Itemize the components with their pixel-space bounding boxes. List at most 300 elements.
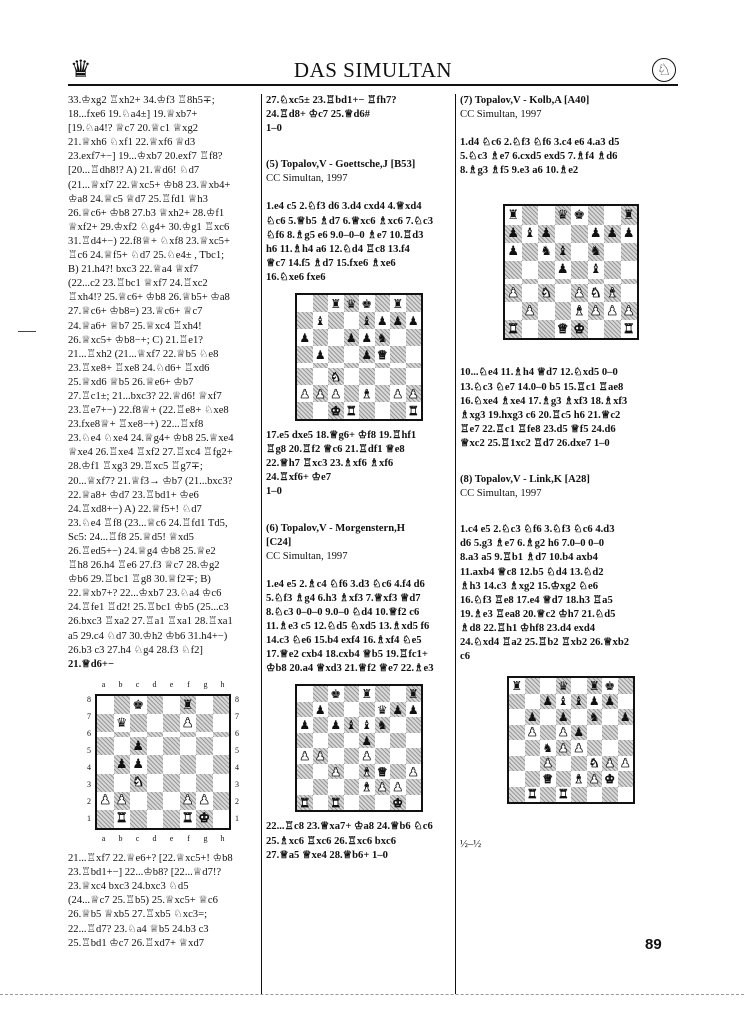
board-square xyxy=(509,771,525,787)
board-square xyxy=(375,702,391,718)
game-moves xyxy=(460,136,682,178)
board-square xyxy=(406,764,422,780)
board-square xyxy=(602,678,618,694)
white-pawn-icon: ♟ xyxy=(606,303,619,319)
rank-label: 6 xyxy=(235,729,239,739)
annotation-line: 26.♕b5 ♕xb5 27.♖xb5 ♘xc3=; xyxy=(68,909,208,921)
board-square xyxy=(588,284,605,302)
board-square xyxy=(604,243,621,261)
white-pawn-icon: ♟ xyxy=(99,793,112,809)
black-rook-icon: ♜ xyxy=(330,296,342,311)
board-square xyxy=(406,733,422,749)
black-bishop-icon: ♝ xyxy=(573,694,585,709)
board-square xyxy=(114,810,131,828)
board-square xyxy=(588,206,605,224)
move-line: 8.♗g3 ♗f5 9.e3 a6 10.♗e2 xyxy=(460,165,579,177)
board-square xyxy=(406,295,422,312)
white-pawn-icon: ♟ xyxy=(526,725,538,740)
black-pawn-icon: ♟ xyxy=(622,226,635,242)
black-queen-icon: ♛ xyxy=(557,678,569,693)
board-square xyxy=(180,696,197,714)
page-title: DAS SIMULTAN xyxy=(293,58,453,82)
black-bishop-icon: ♝ xyxy=(523,226,536,242)
board-square xyxy=(505,206,522,224)
rank-label: 8 xyxy=(235,695,239,705)
game-title-line: (6) Topalov,V - Morgenstern,H xyxy=(266,522,405,534)
white-queen-icon: ♛ xyxy=(376,347,388,362)
board-square xyxy=(540,740,556,756)
black-pawn-icon: ♟ xyxy=(526,709,538,724)
board-square xyxy=(505,243,522,261)
annotation-line: 21.♕xh6 ♘xf1 22.♕xf6 ♕d3 xyxy=(68,137,196,149)
file-label: c xyxy=(135,679,140,689)
board-square xyxy=(555,206,572,224)
board-square xyxy=(344,368,360,385)
black-pawn-icon: ♟ xyxy=(132,738,145,754)
board-square xyxy=(522,261,539,279)
board-square xyxy=(213,774,230,792)
move-line: 5.♘f3 ♗g4 6.h3 ♗xf3 7.♕xf3 ♕d7 xyxy=(266,592,421,604)
annotation-line: 27.♖c1±; 21...bxc3? 22.♕d6! ♕xf7 xyxy=(68,390,222,402)
board-square xyxy=(571,284,588,302)
board-square xyxy=(406,329,422,346)
black-rook-icon: ♜ xyxy=(361,687,373,702)
board-square xyxy=(297,795,313,811)
board-square xyxy=(588,320,605,338)
board-square xyxy=(359,402,375,419)
board-square xyxy=(618,771,634,787)
file-label: c xyxy=(135,833,140,843)
white-pawn-icon: ♟ xyxy=(314,386,326,401)
black-queen-icon: ♛ xyxy=(345,296,357,311)
white-king-icon: ♚ xyxy=(330,403,342,418)
game-moves xyxy=(460,523,682,664)
column-divider xyxy=(261,94,262,994)
rank-labels xyxy=(235,692,239,828)
board-square xyxy=(328,368,344,385)
board-square xyxy=(163,737,180,755)
white-bishop-icon: ♝ xyxy=(573,771,585,786)
board-square xyxy=(344,779,360,795)
board-square xyxy=(406,717,422,733)
board-square xyxy=(505,320,522,338)
page-number: 89 xyxy=(645,936,662,953)
move-line: 21.♕d6+− xyxy=(68,658,115,670)
game-event: CC Simultan, 1997 xyxy=(266,173,348,185)
white-queen-icon: ♛ xyxy=(542,771,554,786)
board-square xyxy=(540,756,556,772)
white-pawn-icon: ♟ xyxy=(361,749,373,764)
board-square xyxy=(147,755,164,773)
move-line: 27.♘xc5± 23.♖bd1+− ♖fh7? xyxy=(266,95,397,106)
board-square xyxy=(359,717,375,733)
annotation-line: (24...♕c7 25.♖b5) 25.♕xc5+ ♕c6 xyxy=(68,895,218,907)
white-pawn-icon: ♟ xyxy=(507,285,520,301)
black-pawn-icon: ♟ xyxy=(314,702,326,717)
page-header xyxy=(68,52,678,86)
black-rook-icon: ♜ xyxy=(588,678,600,693)
board-square xyxy=(556,709,572,725)
white-king-icon: ♚ xyxy=(392,795,404,810)
game-moves xyxy=(266,578,452,677)
board-square xyxy=(147,696,164,714)
black-pawn-icon: ♟ xyxy=(588,694,600,709)
board-square xyxy=(359,312,375,329)
move-line: 5.♘c3 ♗e7 6.cxd5 exd5 7.♗f4 ♗d6 xyxy=(460,151,618,163)
board-square xyxy=(375,402,391,419)
board-square xyxy=(406,779,422,795)
board-square xyxy=(196,755,213,773)
black-bishop-icon: ♝ xyxy=(314,313,326,328)
black-rook-icon: ♜ xyxy=(507,208,520,224)
board-square xyxy=(571,709,587,725)
board-square xyxy=(328,717,344,733)
black-pawn-icon: ♟ xyxy=(589,226,602,242)
annotation-line: ♔b6 29.♖bc1 ♖g8 30.♕f2∓; B) xyxy=(68,574,211,586)
board-square xyxy=(97,714,114,732)
board-square xyxy=(571,771,587,787)
board-square xyxy=(525,740,541,756)
board-square xyxy=(130,714,147,732)
board-square xyxy=(313,312,329,329)
black-king-icon: ♚ xyxy=(604,678,616,693)
board-square xyxy=(390,779,406,795)
black-pawn-icon: ♟ xyxy=(556,262,569,278)
white-pawn-icon: ♟ xyxy=(299,749,311,764)
white-pawn-icon: ♟ xyxy=(314,749,326,764)
white-rook-icon: ♜ xyxy=(115,811,128,827)
board-square xyxy=(509,709,525,725)
board-square xyxy=(525,787,541,803)
board-square xyxy=(344,795,360,811)
white-pawn-icon: ♟ xyxy=(299,386,311,401)
board-square xyxy=(538,206,555,224)
board-square xyxy=(602,756,618,772)
rank-label: 4 xyxy=(235,763,239,773)
black-knight-icon: ♞ xyxy=(540,244,553,260)
board-square xyxy=(602,771,618,787)
board-square xyxy=(313,402,329,419)
move-line: 16.♘xe4 ♗xe4 17.♗g3 ♗xf3 18.♗xf3 xyxy=(460,395,628,407)
board-square xyxy=(525,694,541,710)
board-square xyxy=(390,346,406,363)
board-square xyxy=(522,243,539,261)
board-square xyxy=(344,329,360,346)
board-square xyxy=(344,733,360,749)
board-square xyxy=(297,779,313,795)
annotation-line: 23.♖xe8+ ♖xe8 24.♘d6+ ♖xd6 xyxy=(68,362,210,374)
board-square xyxy=(390,312,406,329)
board-square xyxy=(375,385,391,402)
move-line: 22...♖c8 23.♕xa7+ ♔a8 24.♕b6 ♘c6 xyxy=(266,821,433,833)
file-label: b xyxy=(118,833,123,843)
black-rook-icon: ♜ xyxy=(622,208,635,224)
board-square xyxy=(509,787,525,803)
annotation-line: ♖h8 26.h4 ♖e6 27.f3 ♕c7 28.♔g2 xyxy=(68,560,220,572)
board-square xyxy=(618,725,634,741)
white-bishop-icon: ♝ xyxy=(361,780,373,795)
board-square xyxy=(375,764,391,780)
annotation-line: 25.♖bd1 ♔c7 26.♖xd7+ ♕xd7 xyxy=(68,937,205,949)
board-square xyxy=(587,787,603,803)
move-line: 13.♘c3 ♘e7 14.0–0 b5 15.♖c1 ♖ae8 xyxy=(460,381,624,393)
black-pawn-icon: ♟ xyxy=(299,718,311,733)
black-pawn-icon: ♟ xyxy=(573,725,585,740)
black-pawn-icon: ♟ xyxy=(392,313,404,328)
rank-label: 5 xyxy=(87,746,91,756)
black-rook-icon: ♜ xyxy=(181,697,194,713)
board-square xyxy=(525,725,541,741)
board-square xyxy=(297,312,313,329)
board-square xyxy=(196,810,213,828)
board-square xyxy=(359,686,375,702)
board-square xyxy=(313,329,329,346)
board-square xyxy=(587,678,603,694)
board-square xyxy=(130,774,147,792)
board-square xyxy=(344,717,360,733)
board-square xyxy=(328,702,344,718)
rank-label: 1 xyxy=(235,814,239,824)
board-square xyxy=(196,696,213,714)
board-square xyxy=(130,737,147,755)
board-square xyxy=(505,284,522,302)
board-square xyxy=(313,733,329,749)
annotation-line: 23.exf7+−] 19...♔xb7 20.exf7 ♖f8? xyxy=(68,151,223,163)
move-line: 1.d4 ♘c6 2.♘f3 ♘f6 3.c4 e6 4.a3 d5 xyxy=(460,137,620,149)
file-label: e xyxy=(169,833,174,843)
file-label: f xyxy=(187,679,190,689)
board-square xyxy=(297,329,313,346)
board-square xyxy=(114,714,131,732)
board-square xyxy=(163,774,180,792)
board-square xyxy=(213,737,230,755)
black-pawn-icon: ♟ xyxy=(115,757,128,772)
board-square xyxy=(328,402,344,419)
board-square xyxy=(540,694,556,710)
black-pawn-icon: ♟ xyxy=(392,702,404,717)
board-square xyxy=(147,737,164,755)
board-square xyxy=(313,295,329,312)
board-square xyxy=(97,755,114,773)
black-pawn-icon: ♟ xyxy=(542,694,554,709)
board-square xyxy=(328,312,344,329)
board-square xyxy=(328,329,344,346)
board-square xyxy=(618,787,634,803)
game-event: CC Simultan, 1997 xyxy=(266,550,348,562)
black-rook-icon: ♜ xyxy=(392,296,404,311)
white-pawn-icon: ♟ xyxy=(523,303,536,319)
file-label: a xyxy=(101,833,106,843)
board-square xyxy=(621,320,638,338)
board-square xyxy=(525,678,541,694)
board-square xyxy=(375,312,391,329)
board-square xyxy=(588,225,605,243)
rank-label: 1 xyxy=(87,814,91,824)
board-square xyxy=(587,740,603,756)
board-square xyxy=(97,810,114,828)
board-square xyxy=(406,748,422,764)
board-square xyxy=(375,368,391,385)
white-pawn-icon: ♟ xyxy=(198,793,211,809)
annotation-line: ♕xf2+ 29.♔xf2 ♘g4+ 30.♔g1 ♖xc6 xyxy=(68,221,230,233)
board-square xyxy=(525,771,541,787)
board-square xyxy=(390,717,406,733)
board-square xyxy=(571,206,588,224)
move-line: 22.♕h7 ♖xc3 23.♗xf6 ♗xf6 xyxy=(266,458,394,470)
board-square xyxy=(359,329,375,346)
board-square xyxy=(571,694,587,710)
board-square xyxy=(180,810,197,828)
white-rook-icon: ♜ xyxy=(622,321,635,337)
board-square xyxy=(180,737,197,755)
annotation-line: 24.♕a6+ ♕b7 25.♕xc4 ♖xh4! xyxy=(68,320,202,332)
move-line: 19.♗e3 ♖ea8 20.♕c2 ♔h7 21.♘d5 xyxy=(460,608,616,620)
game-event: CC Simultan, 1997 xyxy=(460,488,542,500)
board-square xyxy=(344,385,360,402)
black-pawn-icon: ♟ xyxy=(361,347,373,362)
game-event: CC Simultan, 1997 xyxy=(460,109,542,121)
board-square xyxy=(375,748,391,764)
board-square xyxy=(97,737,114,755)
board-square xyxy=(213,696,230,714)
annotation-line: 33.♔xg2 ♖xh2+ 34.♔f3 ♖8h5∓; xyxy=(68,95,215,106)
board-square xyxy=(587,771,603,787)
annotation-line: 31.♖d4+−) 22.f8♕+ ♘xf8 23.♕xc5+ xyxy=(68,235,230,247)
board-square xyxy=(375,346,391,363)
white-knight-icon: ♞ xyxy=(589,285,602,301)
board-square xyxy=(571,261,588,279)
game-title: (5) Topalov,V - Goettsche,J [B53] xyxy=(266,159,416,171)
file-label: b xyxy=(118,679,123,689)
board-square xyxy=(147,810,164,828)
rank-label: 3 xyxy=(235,780,239,790)
board-square xyxy=(163,714,180,732)
move-line: ♗h3 14.c3 ♗xg2 15.♔xg2 ♘e6 xyxy=(460,580,599,592)
annotation-text xyxy=(68,852,258,951)
rank-label: 5 xyxy=(235,746,239,756)
move-line: 8.♘c3 0–0–0 9.0–0 ♘d4 10.♕f2 c6 xyxy=(266,606,420,618)
white-pawn-icon: ♟ xyxy=(181,793,194,809)
board-square xyxy=(375,779,391,795)
board-square xyxy=(538,284,555,302)
chess-diagram xyxy=(503,204,639,340)
rank-label: 7 xyxy=(87,712,91,722)
annotation-line: 23.♖e7+−) 22.f8♕+ (22.♖e8+ ♘xe8 xyxy=(68,405,229,417)
board-square xyxy=(359,385,375,402)
annotation-line: 28.♔f1 ♖xg3 29.♖xc5 ♖g7∓; xyxy=(68,461,203,473)
board-square xyxy=(556,725,572,741)
board-square xyxy=(375,733,391,749)
white-rook-icon: ♜ xyxy=(557,787,569,802)
board-square xyxy=(571,225,588,243)
black-pawn-icon: ♟ xyxy=(557,709,569,724)
white-pawn-icon: ♟ xyxy=(181,715,194,731)
board-square xyxy=(509,740,525,756)
move-line: ♕c7 14.f5 ♗d7 15.fxe6 ♗xe6 xyxy=(266,257,396,269)
board-square xyxy=(147,792,164,810)
board-square xyxy=(555,261,572,279)
board-square xyxy=(344,312,360,329)
annotation-line: [19.♘a4!? ♕c7 20.♕c1 ♕xg2 xyxy=(68,123,199,135)
board-square xyxy=(297,748,313,764)
white-pawn-icon: ♟ xyxy=(330,386,342,401)
board-square xyxy=(97,696,114,714)
white-rook-icon: ♜ xyxy=(345,403,357,418)
move-line: 27.♕a5 ♕xe4 28.♕b6+ 1–0 xyxy=(266,849,388,861)
black-queen-icon: ♛ xyxy=(115,715,128,731)
board-square xyxy=(313,748,329,764)
board-square xyxy=(147,774,164,792)
board-square xyxy=(604,320,621,338)
move-line: ♘f6 8.♗g5 e6 9.0–0–0 ♗e7 10.♖d3 xyxy=(266,229,424,241)
white-king-icon: ♚ xyxy=(604,771,616,786)
game-title-line: [C24] xyxy=(266,536,292,548)
move-line: 17.♕e2 cxb4 18.cxb4 ♕b5 19.♖fc1+ xyxy=(266,649,428,661)
board-square xyxy=(180,714,197,732)
white-pawn-icon: ♟ xyxy=(589,303,602,319)
board-square xyxy=(297,733,313,749)
board-square xyxy=(359,764,375,780)
board-square xyxy=(555,243,572,261)
annotation-line: 23.♘e4 ♘xe4 24.♕g4+ ♔b8 25.♕xe4 xyxy=(68,433,234,445)
board-square xyxy=(571,787,587,803)
white-bishop-icon: ♝ xyxy=(361,764,373,779)
board-square xyxy=(538,243,555,261)
board-square xyxy=(114,774,131,792)
move-line: 24.♖d8+ ♔c7 25.♕d6# xyxy=(266,109,370,121)
board-square xyxy=(538,261,555,279)
move-line: 24.♖xf6+ ♔e7 xyxy=(266,472,332,484)
file-label: e xyxy=(169,679,174,689)
annotation-line: 24.♖fe1 ♖d2! 25.♖bc1 ♔b5 (25...c3 xyxy=(68,602,229,614)
move-line: 17.e5 dxe5 18.♕g6+ ♔f8 19.♖hf1 xyxy=(266,430,417,442)
board-square xyxy=(359,702,375,718)
move-line: 11.axb4 ♕c8 12.b5 ♘d4 13.♘d2 xyxy=(460,566,604,578)
board-square xyxy=(390,329,406,346)
annotation-line: 20...♕xf7? 21.♕f3→ ♔b7 (21...bxc3? xyxy=(68,475,233,487)
black-bishop-icon: ♝ xyxy=(557,694,569,709)
annotation-line: 22...♖d7? 23.♘a4 ♕b5 24.b3 c3 xyxy=(68,923,209,935)
board-square xyxy=(406,385,422,402)
board-square xyxy=(555,302,572,320)
annotation-line: 22.♕a8+ ♔d7 23.♖bd1+ ♔e6 xyxy=(68,489,199,501)
board-square xyxy=(406,312,422,329)
game-result: ½–½ xyxy=(460,839,482,851)
board-square xyxy=(602,709,618,725)
board-square xyxy=(522,225,539,243)
board-square xyxy=(213,755,230,773)
annotation-line: B) 21.h4?! bxc3 22.♕a4 ♕xf7 xyxy=(68,264,199,276)
board-square xyxy=(390,795,406,811)
footer-rule xyxy=(0,994,744,995)
board-square xyxy=(359,795,375,811)
black-king-icon: ♚ xyxy=(132,697,145,713)
rank-label: 7 xyxy=(235,712,239,722)
move-line: 11.♗e3 c5 12.♘d5 ♘xd5 13.♗xd5 f6 xyxy=(266,621,430,633)
board-square xyxy=(618,678,634,694)
move-line: ♖g8 20.♖f2 ♕c6 21.♖df1 ♕e8 xyxy=(266,444,405,456)
board-square xyxy=(587,725,603,741)
board-square xyxy=(375,295,391,312)
black-pawn-icon: ♟ xyxy=(330,718,342,733)
white-rook-icon: ♜ xyxy=(299,795,311,810)
board-square xyxy=(97,792,114,810)
board-square xyxy=(163,696,180,714)
white-pawn-icon: ♟ xyxy=(115,793,128,809)
move-line: 1.c4 e5 2.♘c3 ♘f6 3.♘f3 ♘c6 4.d3 xyxy=(460,524,615,536)
board-square xyxy=(571,302,588,320)
file-label: f xyxy=(187,833,190,843)
